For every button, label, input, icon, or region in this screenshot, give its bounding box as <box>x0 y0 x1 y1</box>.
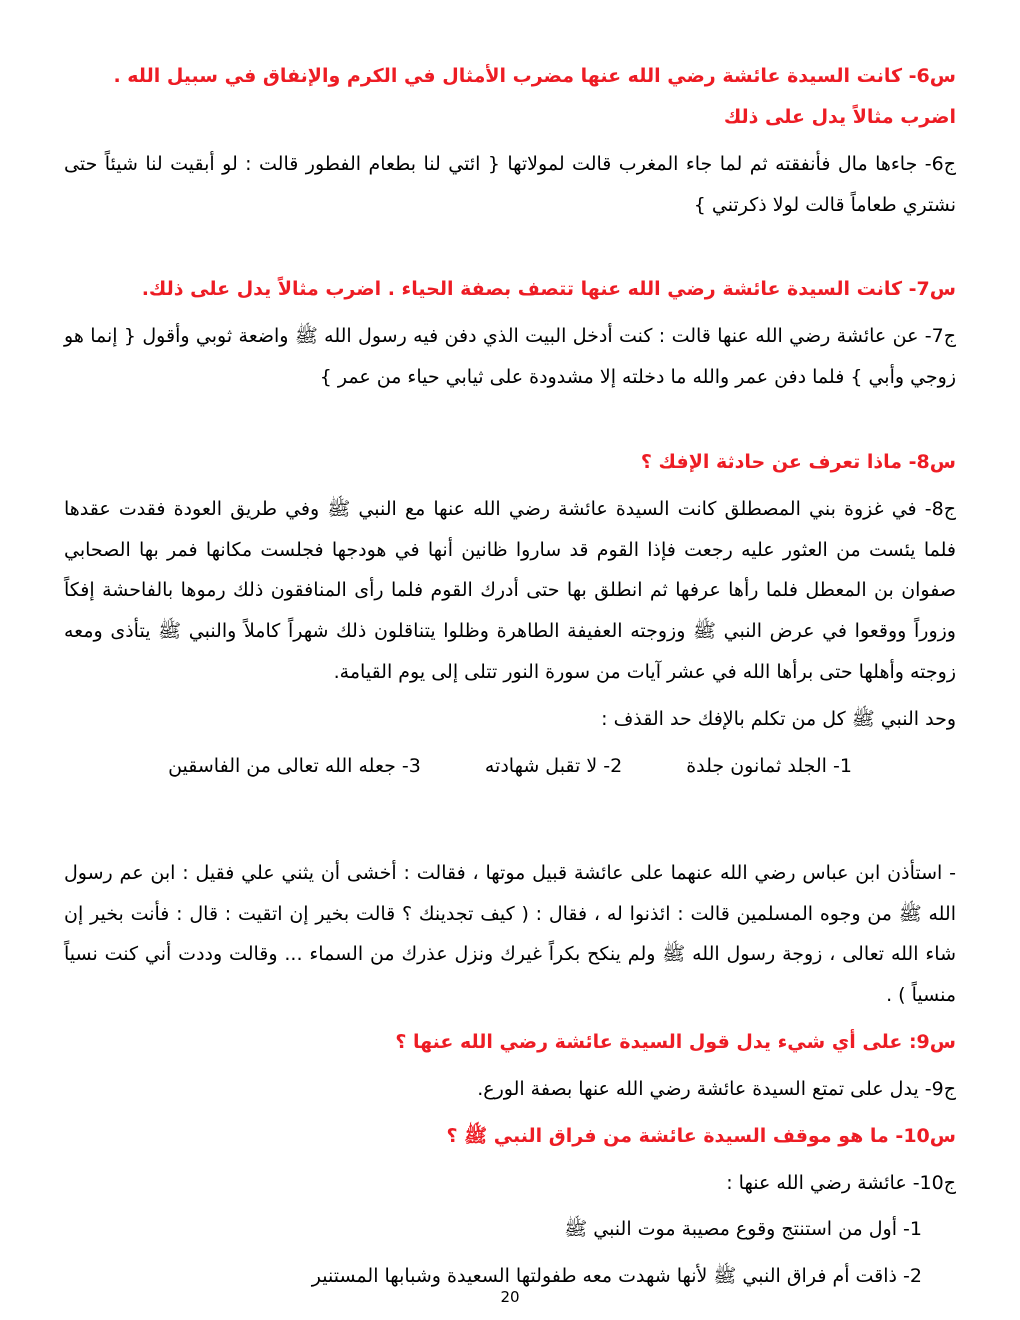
question-7: س7- كانت السيدة عائشة رضي الله عنها تتصف بصفة الحياء . اضرب مثالاً يدل على ذلك. <box>141 278 956 301</box>
question-9: س9: على أي شيء يدل قول السيدة عائشة رضي الله عنها ؟ <box>395 1031 956 1054</box>
answer-7: ج7- عن عائشة رضي الله عنها قالت : كنت أدخل البيت الذي دفن فيه رسول الله ﷺ واضعة ثوبي وأقول { إنما هو زوجي وأبي } فلما دفن عمر والله ما دخلته إلا مشدودة على ثيابي حياء من عمر } <box>64 325 956 389</box>
punishments-row <box>64 746 956 787</box>
answer-10-item-2: 2- ذاقت أم فراق النبي ﷺ لأنها شهدت معه طفولتها السعيدة وشبابها المستنير <box>311 1265 922 1288</box>
punishment-item-3: 3- جعله الله تعالى من الفاسقين <box>168 754 421 777</box>
answer-10-item-1: 1- أول من استنتج وقوع مصيبة موت النبي ﷺ <box>564 1218 922 1241</box>
hadd-intro: وحد النبي ﷺ كل من تكلم بالإفك حد القذف : <box>601 707 956 730</box>
page-number: 20 <box>500 1288 520 1306</box>
question-6: س6- كانت السيدة عائشة رضي الله عنها مضرب الأمثال في الكرم والإنفاق في سبيل الله . اضرب مثالاً يدل على ذلك <box>113 65 956 128</box>
answer-6: ج6- جاءها مال فأنفقته ثم لما جاء المغرب قالت لمولاتها { ائتي لنا بطعام الفطور قالت : لو أبقيت لنا شيئاً حتى نشتري طعاماً قالت لولا ذكرتني } <box>64 152 956 216</box>
punishment-item-1: 1- الجلد ثمانون جلدة <box>686 754 852 777</box>
answer-8: ج8- في غزوة بني المصطلق كانت السيدة عائشة رضي الله عنها مع النبي ﷺ وفي طريق العودة فقدت عقدها فلما يئست من العثور عليه رجعت فإذا القوم قد ساروا ظانين أنها في هودجها فجلست مكانها فمر بها الصحابي صفوان بن المعطل فلما رأها عرفها ثم انطلق بها حتى أدرك القوم فلما رأى المنافقون ذلك رموها بالفاحشة إفكاً وزوراً ووقعوا في عرض النبي ﷺ وزوجته العفيفة الطاهرة وظلوا يتناقلون ذلك شهراً كاملاً والنبي ﷺ يتأذى ومعه زوجته وأهلها حتى برأها الله في عشر آيات من سورة النور تتلى إلى يوم القيامة. <box>64 497 956 684</box>
ibn-abbas-note: - استأذن ابن عباس رضي الله عنهما على عائشة قبيل موتها ، فقالت : أخشى أن يثني علي فقيل : ابن عم رسول الله ﷺ من وجوه المسلمين قالت : ائذنوا له ، فقال : ( كيف تجدينك ؟ قالت بخير إن اتقيت : قال : فأنت بخير إن شاء الله تعالى ، زوجة رسول الله ﷺ ولم ينكح بكراً غيرك ونزل عذرك من السماء ... وقالت وددت أني كنت نسياً منسياً ) . <box>64 861 956 1007</box>
answer-9: ج9- يدل على تمتع السيدة عائشة رضي الله عنها بصفة الورع. <box>477 1077 956 1100</box>
answer-10-intro: ج10- عائشة رضي الله عنها : <box>726 1171 956 1194</box>
question-8: س8- ماذا تعرف عن حادثة الإفك ؟ <box>640 450 956 473</box>
question-10: س10- ما هو موقف السيدة عائشة من فراق النبي ﷺ ؟ <box>446 1124 956 1147</box>
punishment-item-2: 2- لا تقبل شهادته <box>484 754 623 777</box>
